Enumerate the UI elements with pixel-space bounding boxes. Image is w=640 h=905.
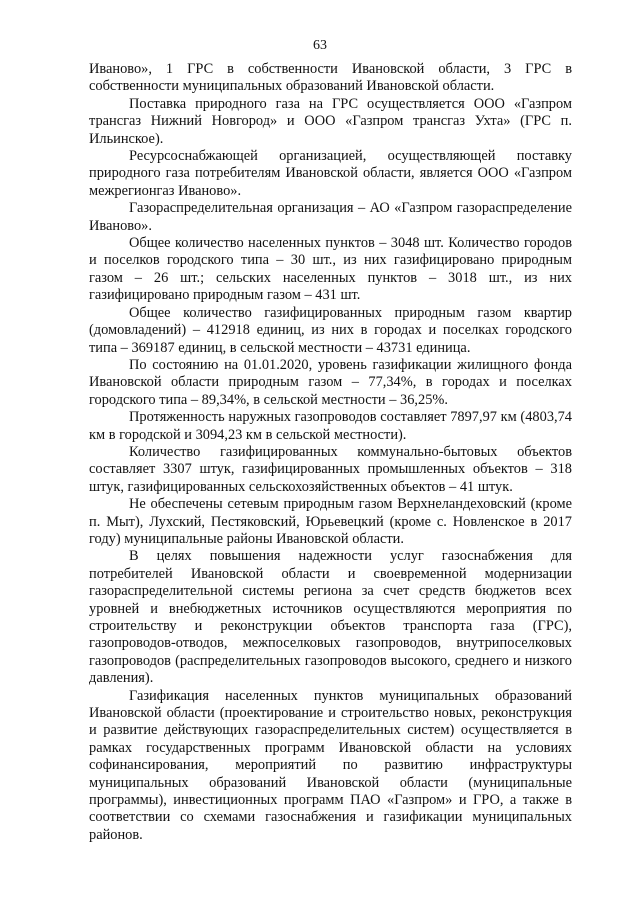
paragraph-facilities: Количество газифицированных коммунально-бытовых объектов составляет 3307 штук, газифицированных промышленных объектов – 318 штук, газифицированных сельскохозяйственных объектов – 41 штук.: [89, 443, 572, 495]
paragraph-gas-supply: Поставка природного газа на ГРС осуществляется ООО «Газпром трансгаз Нижний Новгород» и ООО «Газпром трансгаз Ухта» (ГРС п. Ильинское).: [89, 95, 572, 147]
body-text: [89, 61, 572, 844]
page-number: 63: [313, 38, 327, 53]
paragraph-gasification-level: По состоянию на 01.01.2020, уровень газификации жилищного фонда Ивановской области природным газом – 77,34%, в городах и поселках городского типа – 89,34%, в сельской местности – 36,25%.: [89, 356, 572, 408]
paragraph-reliability: В целях повышения надежности услуг газоснабжения для потребителей Ивановской области и своевременной модернизации газораспределительной системы региона за счет средств бюджетов всех уровней и внебюджетных источников осуществляются мероприятия по строительству и реконструкции объектов транспорта газа (ГРС), газопроводов-отводов, межпоселковых газопроводов, внутрипоселковых газопроводов (распределительных газопроводов высокого, среднего и низкого давления).: [89, 548, 572, 687]
paragraph-settlements: Общее количество населенных пунктов – 3048 шт. Количество городов и поселков городского типа – 30 шт., из них газифицировано природным газом – 26 шт.; сельских населенных пунктов – 3018 шт., из них газифицировано природным газом – 431 шт.: [89, 235, 572, 304]
paragraph-not-supplied: Не обеспечены сетевым природным газом Верхнеландеховский (кроме п. Мыт), Лухский, Пестяковский, Юрьевецкий (кроме с. Новленское в 2017 году) муниципальные районы Ивановской области.: [89, 496, 572, 547]
paragraph-apartments: Общее количество газифицированных природным газом квартир (домовладений) – 412918 единиц, из них в городах и поселках городского типа – 369187 единиц, в сельской местности – 43731 единица.: [89, 304, 572, 356]
paragraph-pipeline-length: Протяженность наружных газопроводов составляет 7897,97 км (4803,74 км в городской и 3094,23 км в сельской местности).: [89, 409, 572, 443]
paragraph-distribution-org: Газораспределительная организация – АО «Газпром газораспределение Иваново».: [89, 200, 572, 234]
paragraph-gasification-programs: Газификация населенных пунктов муниципальных образований Ивановской области (проектирование и строительство новых, реконструкция и развитие действующих газораспределительных систем) осуществляется в рамках государственных программ Ивановской области на условиях софинансирования, мероприятий по развитию инфраструктуры муниципальных образований Ивановской области (муниципальные программы), инвестиционных программ ПАО «Газпром» и ГРО, а также в соответствии со схемами газоснабжения и газификации муниципальных районов.: [89, 687, 572, 843]
paragraph-supplier: Ресурсоснабжающей организацией, осуществляющей поставку природного газа потребителям Ивановской области, является ООО «Газпром межрегионгаз Иваново».: [89, 148, 572, 199]
paragraph-continuation: Иваново», 1 ГРС в собственности Ивановской области, 3 ГРС в собственности муниципальных образований Ивановской области.: [89, 61, 572, 95]
